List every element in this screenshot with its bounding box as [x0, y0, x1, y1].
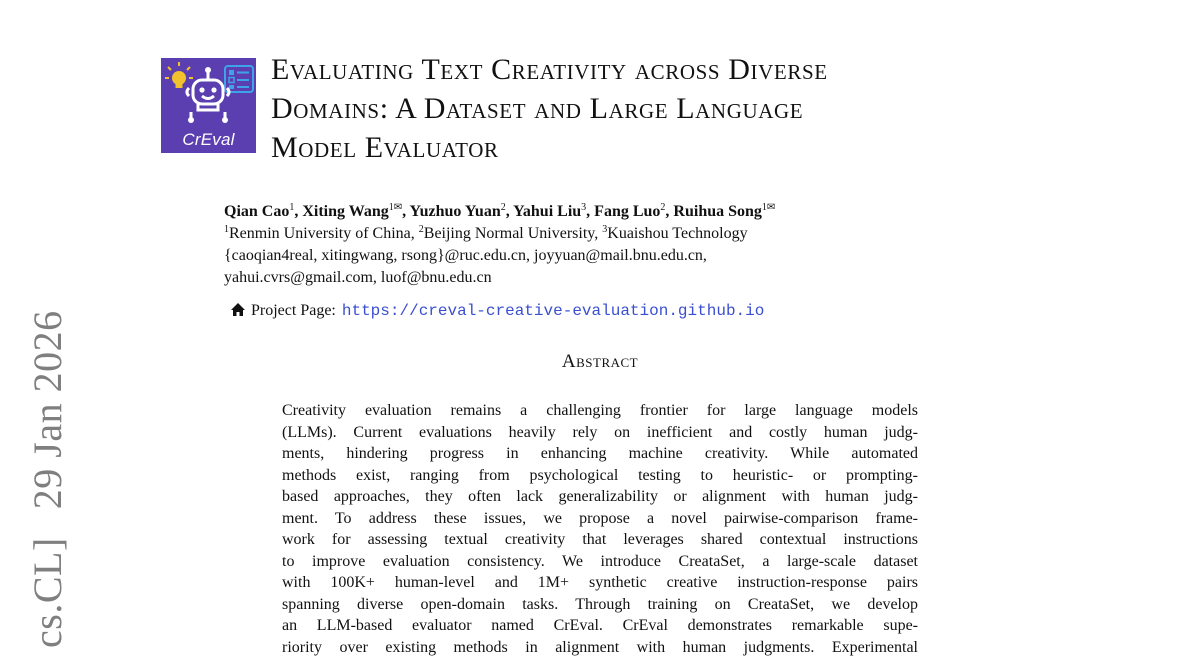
email-line-1: {caoqian4real, xitingwang, rsong}@ruc.edu.cn, joyyuan@mail.bnu.edu.cn,	[224, 245, 984, 267]
arxiv-category: cs.CL]	[25, 537, 70, 648]
lightbulb-icon	[165, 62, 193, 88]
abstract-line: spanning diverse open-domain tasks. Through training on CreataSet, we develop	[282, 594, 918, 616]
project-page	[230, 300, 764, 324]
abstract-line: work for assessing textual creativity that leverages shared contextual instructions	[282, 529, 918, 551]
author-name: Qian Cao	[224, 203, 289, 220]
affil-number: 1	[224, 224, 229, 235]
abstract-line: Creativity evaluation remains a challenging frontier for large language models	[282, 400, 918, 422]
author-block	[224, 201, 984, 289]
abstract-line: ments, hindering progress in enhancing machine creativity. While automated	[282, 443, 918, 465]
abstract-line: riority over existing methods in alignment with human judgments. Experimental	[282, 637, 918, 658]
title-line-2: Domains: A Dataset and Large Language	[271, 89, 1031, 128]
abstract-heading: Abstract	[0, 351, 1200, 373]
affil-name: Beijing Normal University,	[424, 225, 603, 242]
project-page-link[interactable]: https://creval-creative-evaluation.github.io	[342, 302, 764, 320]
arxiv-side-stamp	[28, 282, 68, 648]
abstract-line: methods exist, ranging from psychological testing to heuristic- or prompting-	[282, 465, 918, 487]
author-name: Xiting Wang	[302, 203, 388, 220]
author-affil-mark: 1✉	[762, 202, 775, 213]
title-line-3: Model Evaluator	[271, 128, 1031, 167]
abstract-line: an LLM-based evaluator named CrEval. CrEval demonstrates remarkable supe-	[282, 615, 918, 637]
logo-caption: CrEval	[161, 130, 256, 150]
author-affil-mark: 1✉	[389, 202, 402, 213]
home-icon	[230, 302, 246, 324]
abstract-text	[282, 400, 918, 658]
email-line-2: yahui.cvrs@gmail.com, luof@bnu.edu.cn	[224, 267, 984, 289]
affiliations	[224, 223, 984, 245]
affil-number: 3	[602, 224, 607, 235]
author-affil-mark: 2	[501, 202, 506, 213]
affil-name: Kuaishou Technology	[607, 225, 747, 242]
author-affil-mark: 3	[581, 202, 586, 213]
abstract-line: with 100K+ human-level and 1M+ synthetic creative instruction-response pairs	[282, 572, 918, 594]
abstract-line: to improve evaluation consistency. We introduce CreataSet, a large-scale dataset	[282, 551, 918, 573]
affil-number: 2	[419, 224, 424, 235]
author-affil-mark: 1	[289, 202, 294, 213]
author-name: Fang Luo	[594, 203, 660, 220]
author-name: Yahui Liu	[513, 203, 581, 220]
abstract-line: based approaches, they often lack generalizability or alignment with human judg-	[282, 486, 918, 508]
arxiv-date: 29 Jan 2026	[25, 310, 70, 509]
abstract-line: ment. To address these issues, we propose a novel pairwise-comparison frame-	[282, 508, 918, 530]
project-page-label: Project Page:	[251, 302, 336, 319]
author-affil-mark: 2	[660, 202, 665, 213]
title-line-1: Evaluating Text Creativity across Diverse	[271, 50, 1031, 89]
author-name: Ruihua Song	[673, 203, 762, 220]
paper-title	[271, 50, 1031, 167]
author-name: Yuzhuo Yuan	[410, 203, 501, 220]
author-names: Qian Cao$^1$, Xiting Wang$^{1✉}$, Yuzhuo Yuan$^2$, Yahui Liu$^3$, Fang Luo$^2$, Ruihua Song$^{1✉}$	[224, 201, 984, 223]
creval-logo	[161, 58, 256, 153]
robot-logo-icon	[161, 58, 256, 138]
abstract-line: (LLMs). Current evaluations heavily rely on inefficient and costly human judg-	[282, 422, 918, 444]
robot-icon	[187, 67, 229, 123]
checklist-icon	[225, 66, 253, 92]
affil-name: Renmin University of China,	[229, 225, 419, 242]
